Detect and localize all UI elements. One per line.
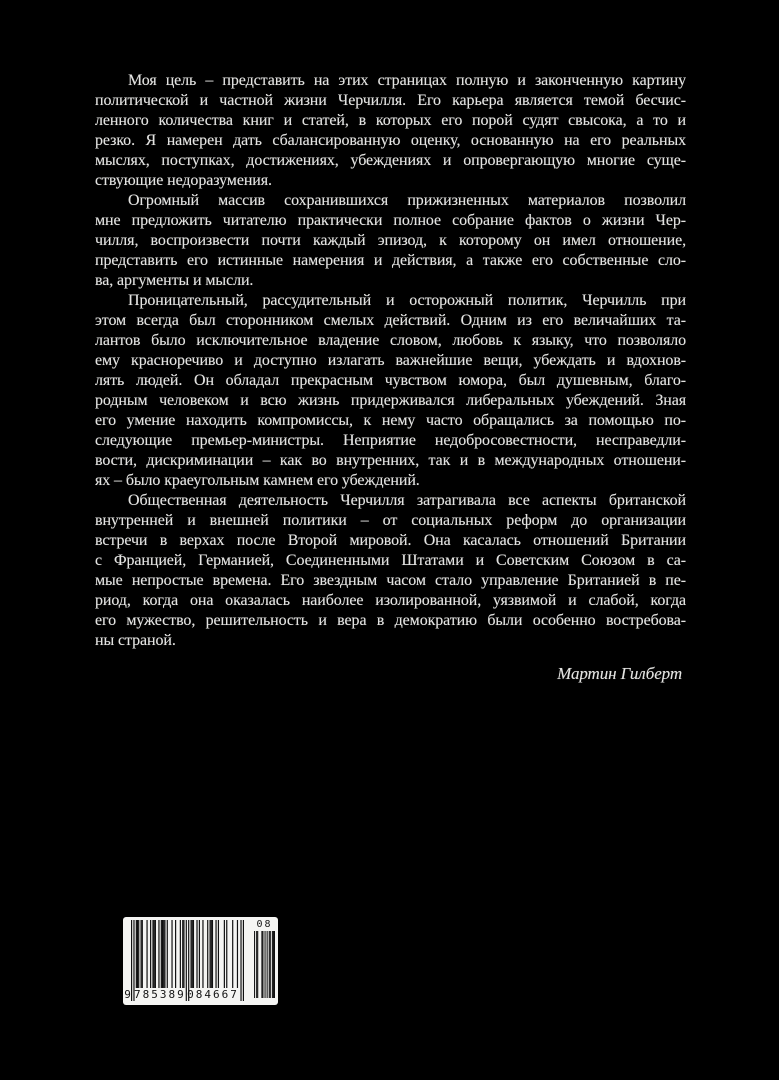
text-line: ны страной. — [95, 632, 176, 649]
text-line: Моя цель – представить на этих страницах полную и законченную картину — [128, 72, 686, 89]
author-signature: Мартин Гилберт — [557, 664, 682, 683]
text-line: Огромный массив сохранившихся прижизненных материалов позволил — [128, 192, 686, 209]
text-line: его мужество, решительность и вера в демократию были особенно востребова- — [95, 612, 686, 629]
paragraph — [95, 191, 686, 291]
text-line: вости, дискриминации – как во внутренних, так и в международных отношени- — [95, 452, 686, 469]
isbn-barcode-label — [123, 917, 278, 1005]
text-line: с Францией, Германией, Соединенными Штатами и Советским Союзом в са- — [95, 552, 686, 569]
text-line: чилля, воспроизвести почти каждый эпизод, к которому он имел отношение, — [95, 232, 686, 249]
text-line: политической и частной жизни Черчилля. Его карьера является темой бесчис- — [95, 92, 686, 109]
paragraph — [95, 291, 686, 491]
text-line: ва, аргументы и мысли. — [95, 272, 254, 289]
text-line: ствующие недоразумения. — [95, 172, 272, 189]
text-line: его умение находить компромиссы, к нему часто обращались за помощью по- — [95, 412, 686, 429]
text-line: ях – было краеугольным камнем его убеждений. — [95, 472, 420, 489]
text-line: Общественная деятельность Черчилля затрагивала все аспекты британской — [128, 492, 686, 509]
ean2-addon-bars — [253, 931, 275, 998]
text-line: мне предложить читателю практически полное собрание фактов о жизни Чер- — [95, 212, 686, 229]
text-line: риод, когда она оказалась наиболее изолированной, уязвимой и слабой, когда — [95, 592, 686, 609]
text-line: представить его истинные намерения и действия, а также его собственные сло- — [95, 252, 686, 269]
barcode-digit-group-2: 084667 — [187, 988, 239, 1001]
text-line: мыслях, поступках, достижениях, убеждениях и опровергающую многие суще- — [95, 152, 686, 169]
paragraph — [95, 71, 686, 191]
text-line: мые непростые времена. Его звездным часом стало управление Британией в пе- — [95, 572, 686, 589]
text-line: резко. Я намерен дать сбалансированную оценку, основанную на его реальных — [95, 132, 686, 149]
text-line: внутренней и внешней политики – от социальных реформ до организации — [95, 512, 686, 529]
text-line: лантов было исключительное владение словом, любовь к языку, что позволяло — [95, 332, 686, 349]
paragraph — [95, 491, 686, 651]
text-line: этом всегда был сторонником смелых действий. Одним из его величайших та- — [95, 312, 686, 329]
text-line: Проницательный, рассудительный и осторожный политик, Черчилль при — [128, 292, 686, 309]
barcode-addon-number: 08 — [256, 919, 273, 930]
text-line: встречи в верхах после Второй мировой. Она касалась отношений Британии — [95, 532, 686, 549]
text-line: ему красноречиво и доступно излагать важнейшие вещи, убеждать и вдохнов- — [95, 352, 686, 369]
blurb-text — [95, 71, 686, 684]
barcode-first-digit: 9 — [124, 988, 131, 1001]
text-line: следующие премьер-министры. Неприятие недобросовестности, несправедли- — [95, 432, 686, 449]
text-line: ленного количества книг и статей, в которых его порой судят свысока, а то и — [95, 112, 686, 129]
text-line: родным человеком и всю жизнь придерживался либеральных убеждений. Зная — [95, 392, 686, 409]
text-line: лять людей. Он обладал прекрасным чувством юмора, был душевным, благо- — [95, 372, 686, 389]
barcode-digit-group-1: 785389 — [134, 988, 186, 1001]
